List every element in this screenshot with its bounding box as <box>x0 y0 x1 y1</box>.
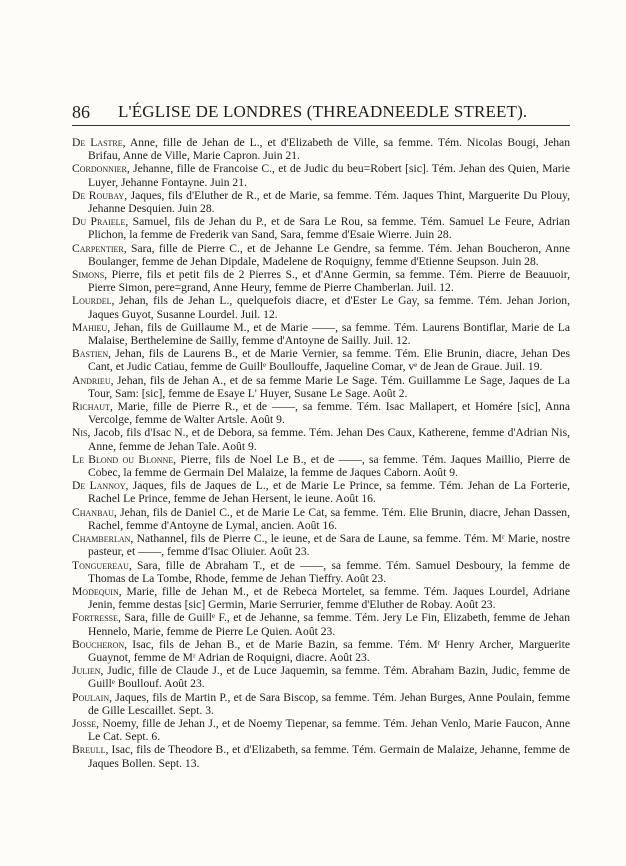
register-entry <box>72 638 570 664</box>
register-entry <box>72 374 570 400</box>
entry-surname: Le Blond ou Blonne, <box>72 452 177 466</box>
register-entry <box>72 215 570 241</box>
entry-text: Jaques, fils de Jaques de L., et de Marie Le Prince, sa femme. Tém. Jehan de La Forterie, Rachel Le Prince, femme de Jehan Hersent, le ieune. Août 16. <box>88 479 570 506</box>
entry-text: Jaques, fils de Martin P., et de Sara Biscop, sa femme. Tém. Jehan Burges, Anne Poulain, femme de Gille Lescaillet. Sept. 3. <box>88 690 570 717</box>
register-entry <box>72 611 570 637</box>
entry-text: Jaques, fils d'Eluther de R., et de Marie, sa femme. Tém. Jaques Thint, Marguerite Du Plouy, Jehanne Desquien. Juin 28. <box>88 188 570 216</box>
register-entry <box>72 664 570 690</box>
entry-text: Isac, fils de Theodore B., et d'Elizabeth, sa femme. Tém. Germain de Malaize, Jehanne, femme de Jaques Bollen. Sept. 13. <box>88 743 570 770</box>
entry-text: Sara, fille de Abraham T., et de ——, sa femme. Tém. Samuel Desboury, la femme de Thomas de La Tombe, Rhode, femme de Jehan Tieffry. Août 23. <box>88 558 570 585</box>
entry-surname: Modequin, <box>72 584 122 598</box>
entry-surname: Poulain, <box>72 690 113 704</box>
entry-surname: Mahieu, <box>72 320 111 334</box>
entry-surname: De Lastre, <box>72 136 126 149</box>
entry-text: Jehan, fils de Jehan A., et de sa femme Marie Le Sage. Tém. Guillamme Le Sage, Jaques de La Tour, Sam: [sic], femme de Esaye L' Huyer, Susane Le Sage. Août 2. <box>88 373 570 400</box>
entry-surname: Chamberlan, <box>72 532 134 546</box>
entry-text: Sara, fille de Guillᵉ F., et de Jehanne, sa femme. Tém. Jery Le Fin, Elizabeth, femme de Jehan Hennelo, Marie, femme de Pierre Le Quien. Août 23. <box>88 611 570 638</box>
entry-surname: De Lannoy, <box>72 479 129 493</box>
register-entry <box>72 691 570 717</box>
register-entry <box>72 294 570 320</box>
page-header <box>72 101 570 126</box>
entry-surname: Bastien, <box>72 347 112 361</box>
page-number: 86 <box>72 102 90 122</box>
register-entry <box>72 347 570 373</box>
entry-text: Nathannel, fils de Pierre C., le ieune, et de Sara de Laune, sa femme. Tém. Mʳ Marie, nostre pasteur, et ——, femme d'Isac Oliuier. Août 23. <box>88 532 570 559</box>
register-entry <box>72 400 570 426</box>
entry-text: Sara, fille de Pierre C., et de Jehanne Le Gendre, sa femme. Tém. Jehan Boucheron, Anne Boulanger, femme de Jehan Dipdale, Madelene de Roquigny, femme d'Etienne Seupson. Juin 28. <box>88 241 570 268</box>
register-entry <box>72 426 570 452</box>
register-entry <box>72 453 570 479</box>
entry-text: Judic, fille de Claude J., et de Luce Jaquemin, sa femme. Tém. Abraham Bazin, Judic, femme de Guillᵉ Boullouf. Août 23. <box>88 664 570 691</box>
entry-surname: Nis, <box>72 426 91 440</box>
entry-text: Samuel, fils de Jehan du P., et de Sara Le Rou, sa femme. Tém. Samuel Le Feure, Adrian Plichon, la femme de Frederik van Sand, Sara, femme d'Esaie Wierre. Juin 28. <box>88 215 570 242</box>
baptism-register <box>72 136 570 770</box>
register-entry <box>72 321 570 347</box>
entry-surname: Lourdel, <box>72 294 115 308</box>
entry-surname: Richaut, <box>72 400 113 414</box>
entry-text: Marie, fille de Jehan M., et de Rebeca Mortelet, sa femme. Tém. Jaques Lourdel, Adriane Jenin, femme destas [sic] Germin, Marie Serrurier, femme d'Eluther de Robay. Août 23. <box>88 584 570 612</box>
register-entry <box>72 532 570 558</box>
entry-surname: De Roubay, <box>72 188 128 202</box>
entry-text: Jehanne, fille de Francoise C., et de Judic du beu=Robert [sic]. Tém. Jehan des Quien, Marie Luyer, Jehanne Fontayne. Juin 21. <box>88 162 570 189</box>
register-entry <box>72 136 570 162</box>
register-entry <box>72 559 570 585</box>
entry-text: Jehan, fils de Guillaume M., et de Marie ——, sa femme. Tém. Laurens Bontiflar, Marie de La Malaise, Berthelemine de Sailly, femme d'Antoyne de Sailly. Juil. 12. <box>88 320 570 348</box>
entry-surname: Tonguereau, <box>72 558 132 572</box>
register-entry <box>72 242 570 268</box>
register-entry <box>72 717 570 743</box>
register-entry <box>72 585 570 611</box>
entry-text: Jehan, fils de Daniel C., et de Marie Le Cat, sa femme. Tém. Elie Brunin, diacre, Jehan Dassen, Rachel, femme d'Antoyne de Lymal, ancien. Août 16. <box>88 505 570 532</box>
entry-surname: Du Praiele, <box>72 215 129 229</box>
register-entry <box>72 743 570 769</box>
entry-surname: Breull, <box>72 743 109 757</box>
entry-text: Anne, fille de Jehan de L., et d'Elizabeth de Ville, sa femme. Tém. Nicolas Bougi, Jehan Brifau, Anne de Ville, Marie Capron. Juin 21. <box>88 136 570 163</box>
entry-text: Isac, fils de Jehan B., et de Marie Bazin, sa femme. Tém. Mʳ Henry Archer, Marguerite Guaynot, femme de Mʳ Adrian de Roquigni, diacre. Août 23. <box>88 637 570 664</box>
register-entry <box>72 268 570 294</box>
register-entry <box>72 506 570 532</box>
register-entry <box>72 479 570 505</box>
entry-text: Jehan, fils de Laurens B., et de Marie Vernier, sa femme. Tém. Elie Brunin, diacre, Jehan Des Cant, et Judic Catiau, femme de Guillᵉ Boullouffe, Jaqueline Comar, vᵉ de Jean de Graue. Juil. 19. <box>88 347 570 374</box>
entry-surname: Carpentier, <box>72 241 127 255</box>
entry-text: Jehan, fils de Jehan L., quelquefois diacre, et d'Ester Le Gay, sa femme. Tém. Jehan Jorion, Jaques Guyot, Susanne Lourdel. Juil. 12. <box>88 294 570 321</box>
entry-text: Pierre, fils et petit fils de 2 Pierres S., et d'Anne Germin, sa femme. Tém. Pierre de Beauuoir, Pierre Simon, pere=grand, Anne Heury, femme de Pierre Chamberlan. Juil. 12. <box>88 268 570 295</box>
entry-surname: Josse, <box>72 716 99 730</box>
entry-text: Noemy, fille de Jehan J., et de Noemy Tiepenar, sa femme. Tém. Jehan Venlo, Marie Faucon, Anne Le Cat. Sept. 6. <box>88 716 570 744</box>
register-entry <box>72 189 570 215</box>
entry-text: Jacob, fils d'Isac N., et de Debora, sa femme. Tém. Jehan Des Caux, Katherene, femme d'Adrian Nis, Anne, femme de Jehan Tale. Août 9. <box>88 426 570 453</box>
entry-text: Pierre, fils de Noel Le B., et de ——, sa femme. Tém. Jaques Maillio, Pierre de Cobec, la femme de Germain Del Malaize, la femme de Jaques Caborn. Août 9. <box>88 452 570 480</box>
entry-surname: Andrieu, <box>72 373 114 387</box>
entry-surname: Simons, <box>72 268 108 282</box>
entry-surname: Julien, <box>72 664 104 678</box>
entry-surname: Boucheron, <box>72 637 128 651</box>
entry-text: Marie, fille de Pierre R., et de ——, sa femme. Tém. Isac Mallapert, et Homére [sic], Anna Vercolge, femme de Walter Artsle. Août 9. <box>88 400 570 427</box>
entry-surname: Chanbau, <box>72 505 117 519</box>
register-entry <box>72 162 570 188</box>
running-title: L'ÉGLISE DE LONDRES (THREADNEEDLE STREET). <box>118 102 528 121</box>
entry-surname: Fortresse, <box>72 611 121 625</box>
entry-surname: Cordonnier, <box>72 162 130 176</box>
